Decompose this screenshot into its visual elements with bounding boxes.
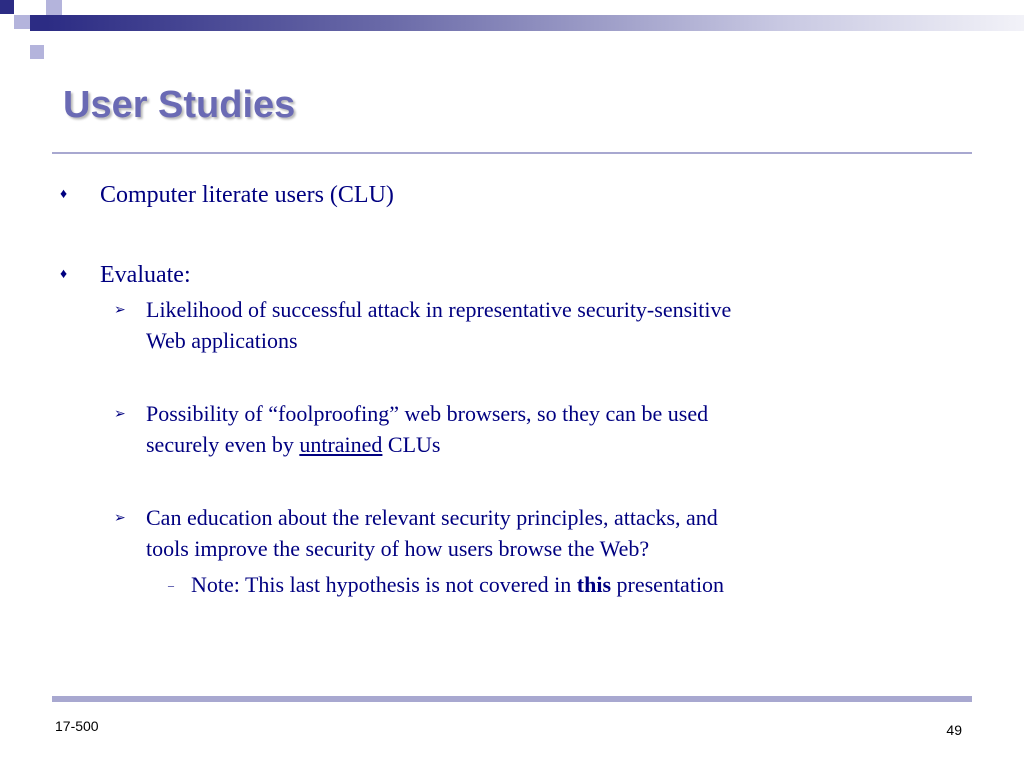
sub-bullet-item	[100, 294, 958, 356]
corner-square-decoration	[14, 15, 30, 29]
dash-bullet-icon: –	[168, 578, 174, 592]
sub-bullet-line: tools improve the security of how users browse the Web?	[146, 536, 650, 561]
header-gradient-bar	[46, 15, 1024, 31]
diamond-bullet-icon: ♦	[60, 187, 68, 202]
note-text: presentation	[611, 572, 725, 597]
arrow-bullet-icon: ➢	[114, 407, 126, 422]
title-divider	[52, 152, 972, 154]
corner-square-decoration	[46, 0, 62, 15]
footer-divider	[52, 696, 972, 702]
arrow-bullet-icon: ➢	[114, 511, 126, 526]
arrow-bullet-icon: ➢	[114, 303, 126, 318]
sub-bullet-item	[100, 398, 958, 460]
bullet-item	[58, 180, 958, 210]
note-text: Note: This last hypothesis is not covered in	[191, 572, 577, 597]
diamond-bullet-icon: ♦	[60, 267, 68, 282]
sub-bullet-line: Web applications	[146, 328, 298, 353]
bullet-item	[58, 260, 958, 290]
bullet-text: Computer literate users (CLU)	[100, 182, 394, 208]
bullet-text: Evaluate:	[100, 262, 191, 288]
corner-square-decoration	[0, 0, 14, 14]
sub-bullet-line: Likelihood of successful attack in representative security-sensitive	[146, 297, 732, 322]
sub-bullet-item	[100, 502, 958, 564]
slide-body	[58, 180, 958, 600]
page-number: 49	[946, 722, 962, 738]
bold-word: this	[576, 572, 612, 597]
sub-bullet-text: securely even by	[146, 432, 300, 457]
underlined-word: untrained	[299, 432, 383, 457]
course-number: 17-500	[55, 718, 99, 734]
note-item	[146, 570, 958, 600]
corner-square-decoration	[30, 15, 46, 31]
slide-title: User Studies	[63, 84, 296, 126]
sub-bullet-text: CLUs	[382, 432, 441, 457]
corner-square-decoration	[30, 45, 44, 59]
sub-bullet-line: Can education about the relevant security principles, attacks, and	[146, 505, 718, 530]
sub-bullet-line: Possibility of “foolproofing” web browsers, so they can be used	[146, 401, 709, 426]
